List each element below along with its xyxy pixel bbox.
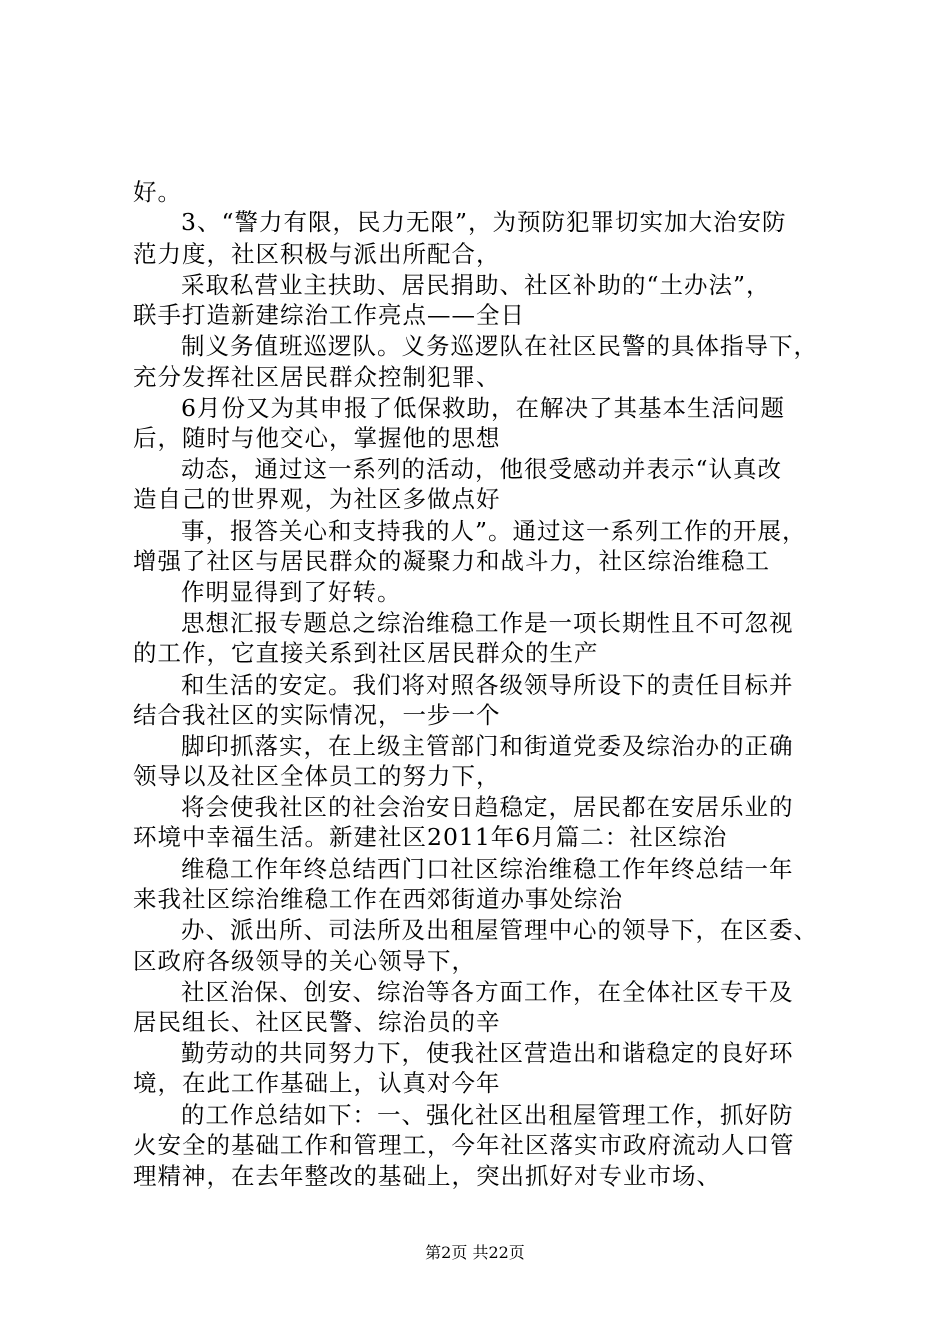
text-line: 脚印抓落实，在上级主管部门和街道党委及综治办的正确 — [181, 732, 794, 760]
text-line: 3、“警力有限，民力无限”，为预防犯罪切实加大治安防 — [181, 208, 787, 236]
text-line: 的工作总结如下：一、强化社区出租屋管理工作，抓好防 — [181, 1101, 794, 1129]
text-line: 的工作，它直接关系到社区居民群众的生产 — [133, 639, 599, 667]
text-line: 社区治保、创安、综治等各方面工作，在全体社区专干及 — [181, 978, 794, 1006]
text-line: 和生活的安定。我们将对照各级领导所设下的责任目标并 — [181, 671, 794, 699]
text-line: 采取私营业主扶助、居民捐助、社区补助的“土办法”， — [181, 271, 771, 299]
text-line: 来我社区综治维稳工作在西郊街道办事处综治 — [133, 885, 623, 913]
text-line: 联手打造新建综治工作亮点——全日 — [133, 301, 525, 329]
text-line: 维稳工作年终总结西门口社区综治维稳工作年终总结一年 — [181, 855, 794, 883]
text-line: 作明显得到了好转。 — [181, 578, 402, 606]
text-line: 思想汇报专题总之综治维稳工作是一项长期性且不可忽视 — [181, 609, 794, 637]
text-line: 制义务值班巡逻队。义务巡逻队在社区民警的具体指导下， — [181, 332, 818, 360]
text-line: 居民组长、社区民警、综治员的辛 — [133, 1008, 501, 1036]
text-line: 结合我社区的实际情况，一步一个 — [133, 701, 501, 729]
text-line: 好。 — [133, 178, 182, 206]
text-line: 充分发挥社区居民群众控制犯罪、 — [133, 363, 501, 391]
text-line: 范力度，社区积极与派出所配合， — [133, 240, 501, 268]
text-line: 区政府各级领导的关心领导下， — [133, 947, 476, 975]
text-line: 事，报答关心和支持我的人”。通过这一系列工作的开展， — [181, 517, 807, 545]
text-line: 境，在此工作基础上，认真对今年 — [133, 1069, 501, 1097]
text-line: 勤劳动的共同努力下，使我社区营造出和谐稳定的良好环 — [181, 1039, 794, 1067]
text-line: 增强了社区与居民群众的凝聚力和战斗力，社区综治维稳工 — [133, 547, 770, 575]
text-line: 理精神，在去年整改的基础上，突出抓好对专业市场、 — [133, 1162, 721, 1190]
text-line: 领导以及社区全体员工的努力下， — [133, 762, 501, 790]
text-line: 将会使我社区的社会治安日趋稳定，居民都在安居乐业的 — [181, 793, 794, 821]
text-line: 办、派出所、司法所及出租屋管理中心的领导下，在区委、 — [181, 916, 818, 944]
page-footer: 第2页 共22页 — [425, 1243, 525, 1262]
text-line: 动态，通过这一系列的活动，他很受感动并表示“认真改 — [181, 455, 783, 483]
text-line: 后，随时与他交心，掌握他的思想 — [133, 424, 501, 452]
text-line: 造自己的世界观，为社区多做点好 — [133, 485, 501, 513]
text-line: 6月份又为其申报了低保救助，在解决了其基本生活问题 — [181, 394, 785, 422]
text-line: 环境中幸福生活。新建社区2011年6月篇二：社区综治 — [133, 823, 728, 851]
text-line: 火安全的基础工作和管理工，今年社区落实市政府流动人口管 — [133, 1131, 795, 1159]
